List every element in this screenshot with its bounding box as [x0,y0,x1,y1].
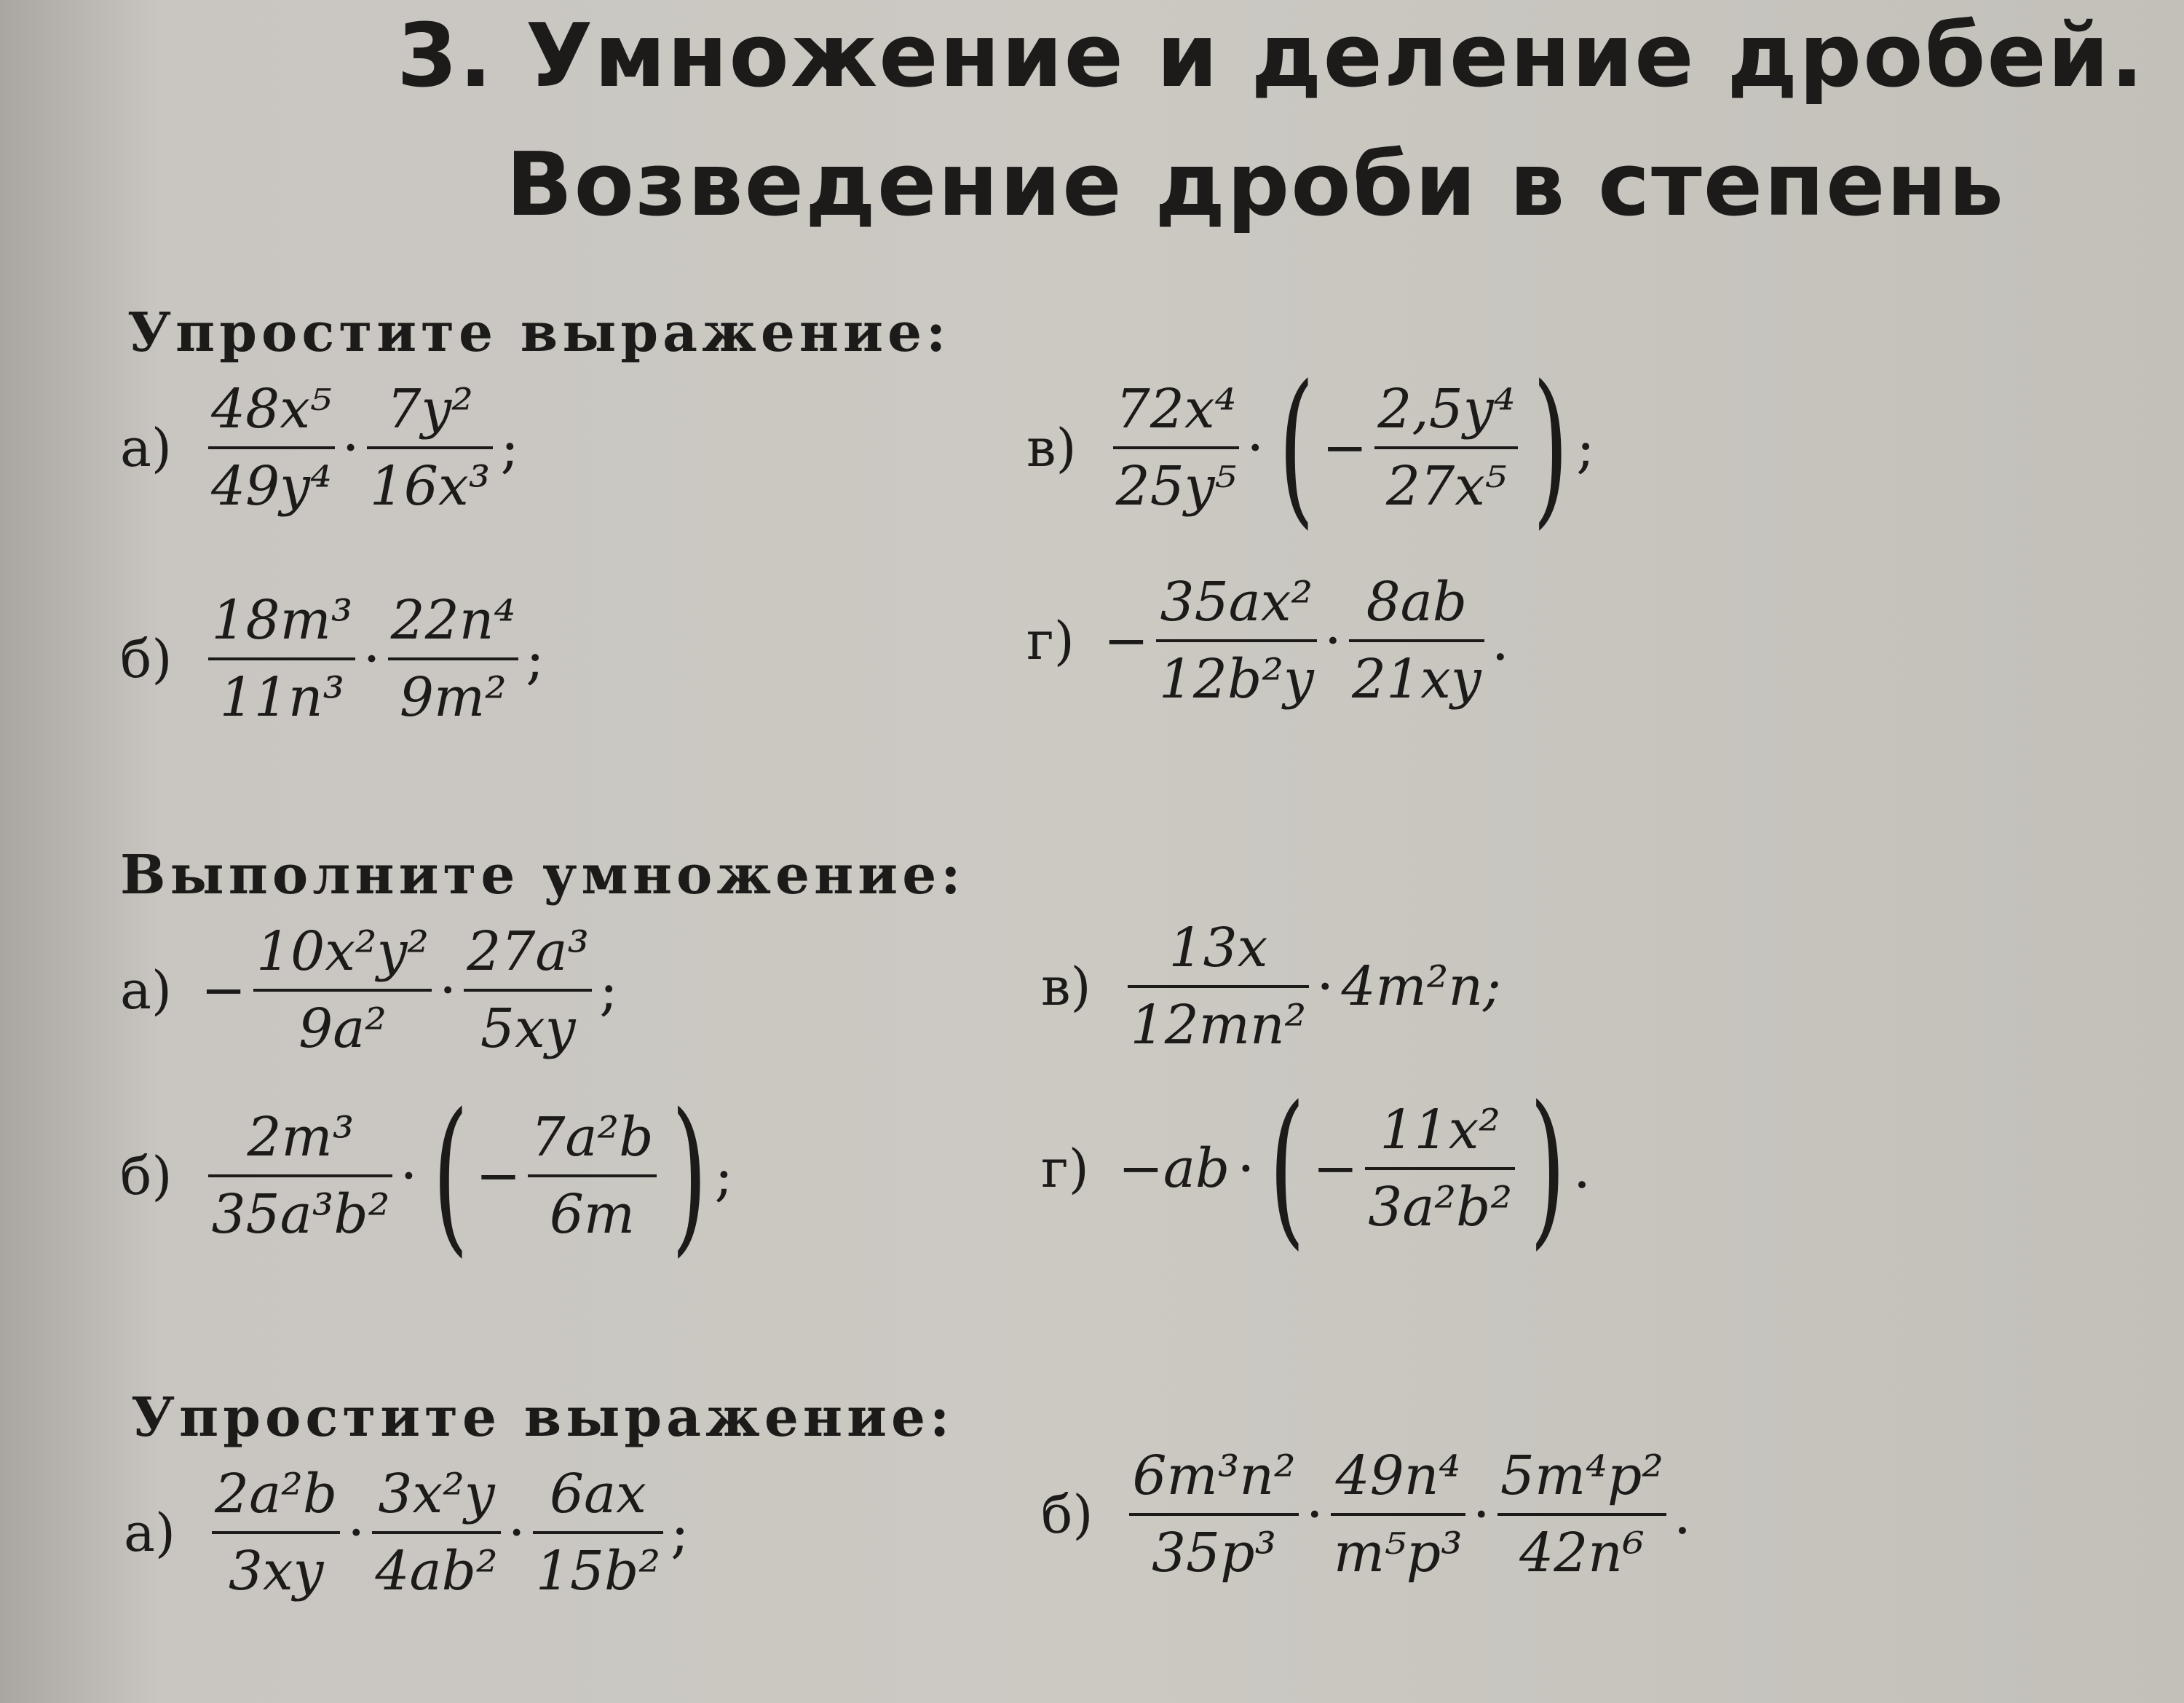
denominator: 49y⁴ [211,455,332,518]
right-paren: ) [1532,350,1569,545]
fraction-bar [1349,639,1484,642]
fraction [1331,1445,1465,1584]
fraction-bar [372,1531,500,1534]
end-punct: ; [500,415,519,480]
item-label: г) [1026,610,1075,671]
exercise-1a [120,378,526,518]
multiply-dot: · [400,1143,418,1208]
item-label: в) [1026,417,1077,478]
item-label: б) [120,1145,173,1206]
numerator: 6ax [549,1463,646,1525]
fraction [208,378,335,518]
fraction [1374,378,1518,518]
numerator: 3x²y [378,1463,495,1525]
left-paren: ( [432,1078,469,1273]
numerator: 13x [1168,917,1268,979]
exercise-2v [1041,917,1508,1056]
fraction [1156,571,1317,711]
numerator: 35ax² [1160,571,1313,633]
denominator: 25y⁵ [1115,455,1237,518]
denominator: 11n³ [219,666,345,729]
fraction-bar [464,989,592,992]
left-paren: ( [1278,350,1315,545]
numerator: 6m³n² [1132,1445,1296,1507]
denominator: 35p³ [1151,1522,1277,1584]
end-punct: ; [670,1500,689,1565]
minus-sign: − [1313,1137,1358,1200]
denominator: 3a²b² [1368,1176,1513,1238]
fraction-bar [253,989,432,992]
exercise-2a [120,920,625,1060]
section-3-heading: Упростите выражение: [131,1386,954,1449]
numerator: 18m³ [211,589,353,652]
fraction [208,1106,392,1246]
denominator: 4ab² [375,1540,498,1603]
fraction [1113,378,1240,518]
factor-term: 4m²n; [1341,955,1501,1018]
fraction-bar [528,1174,656,1177]
item-label: а) [120,960,173,1021]
fraction-bar [1497,1513,1666,1516]
end-punct: . [1491,608,1509,673]
exercise-2b [120,1078,740,1273]
end-punct: ; [526,626,545,691]
exercise-1g [1026,571,1516,711]
multiply-dot: · [1305,1482,1324,1546]
exercise-2g [1041,1071,1598,1265]
minus-sign: − [1322,416,1368,479]
fraction [372,1463,500,1603]
end-punct: ; [1576,415,1595,480]
item-label: а) [120,417,173,478]
end-punct: ; [714,1143,733,1208]
denominator: 9a² [298,997,387,1060]
section-1-heading: Упростите выражение: [127,301,951,364]
numerator: 49n⁴ [1335,1445,1461,1507]
minus-sign: − [475,1145,521,1207]
exercise-1b [120,589,552,729]
minus-sign: − [1103,609,1149,672]
section-2-heading: Выполните умножение: [120,844,965,906]
fraction [528,1106,656,1246]
denominator: 35a³b² [211,1183,390,1246]
multiply-dot: · [1472,1482,1490,1546]
fraction-bar [533,1531,663,1534]
denominator: 16x³ [369,455,491,518]
numerator: 2m³ [247,1106,355,1169]
lead-term: −ab [1117,1137,1230,1200]
fraction-bar [208,1174,392,1177]
left-paren: ( [1269,1071,1306,1265]
fraction-bar [1113,446,1240,449]
fraction [367,378,494,518]
numerator: 22n⁴ [390,589,516,652]
denominator: 5xy [480,997,576,1060]
denominator: 21xy [1352,648,1481,711]
numerator: 2a²b [215,1463,338,1525]
fraction [1365,1099,1515,1238]
fraction [253,920,432,1060]
numerator: 7a²b [531,1106,654,1169]
exercise-3b [1041,1445,1698,1584]
item-label: б) [120,628,173,690]
page-title-line1: 3. Умножение и деление дробей. [397,6,2145,107]
page-title-line2: Возведение дроби в степень [506,135,2006,236]
numerator: 48x⁵ [211,378,332,440]
multiply-dot: · [1246,415,1265,480]
fraction-bar [367,446,494,449]
multiply-dot: · [507,1500,526,1565]
fraction [1497,1445,1666,1584]
end-punct: . [1673,1482,1692,1546]
item-label: б) [1041,1484,1093,1545]
denominator: 12mn² [1130,994,1307,1056]
fraction-bar [1156,639,1317,642]
minus-sign: − [201,959,247,1022]
numerator: 10x²y² [256,920,430,983]
denominator: m⁵p³ [1333,1522,1463,1584]
fraction-bar [208,657,355,660]
numerator: 11x² [1380,1099,1500,1161]
numerator: 27a³ [467,920,590,983]
right-paren: ) [670,1078,708,1273]
multiply-dot: · [1316,954,1334,1019]
numerator: 5m⁴p² [1500,1445,1663,1507]
item-label: в) [1041,956,1091,1017]
denominator: 27x⁵ [1385,455,1507,518]
multiply-dot: · [341,415,360,480]
numerator: 2,5y⁴ [1377,378,1516,440]
fraction [533,1463,663,1603]
numerator: 8ab [1366,571,1468,633]
denominator: 12b²y [1158,648,1314,711]
fraction-bar [388,657,519,660]
fraction [1129,1445,1298,1584]
fraction [208,589,355,729]
multiply-dot: · [347,1500,365,1565]
fraction [388,589,519,729]
fraction [464,920,592,1060]
fraction-bar [212,1531,340,1534]
fraction-bar [1128,985,1310,988]
fraction-bar [1331,1513,1465,1516]
exercise-1v [1026,350,1602,545]
item-label: а) [124,1502,176,1563]
denominator: 9m² [399,666,507,729]
numerator: 72x⁴ [1115,378,1237,440]
fraction-bar [208,446,335,449]
fraction [212,1463,340,1603]
fraction-bar [1365,1167,1515,1170]
multiply-dot: · [1324,608,1342,673]
fraction-bar [1374,446,1518,449]
fraction-bar [1129,1513,1298,1516]
right-paren: ) [1530,1071,1566,1265]
item-label: г) [1041,1138,1089,1199]
denominator: 15b² [535,1540,661,1603]
multiply-dot: · [363,626,381,691]
multiply-dot: · [1237,1136,1255,1201]
numerator: 7y² [387,378,473,440]
denominator: 3xy [228,1540,324,1603]
exercise-3a [124,1463,697,1603]
fraction [1349,571,1484,711]
multiply-dot: · [439,957,457,1022]
end-punct: ; [599,957,618,1022]
fraction [1128,917,1310,1056]
denominator: 42n⁶ [1519,1522,1645,1584]
end-punct: . [1572,1136,1591,1201]
denominator: 6m [549,1183,636,1246]
